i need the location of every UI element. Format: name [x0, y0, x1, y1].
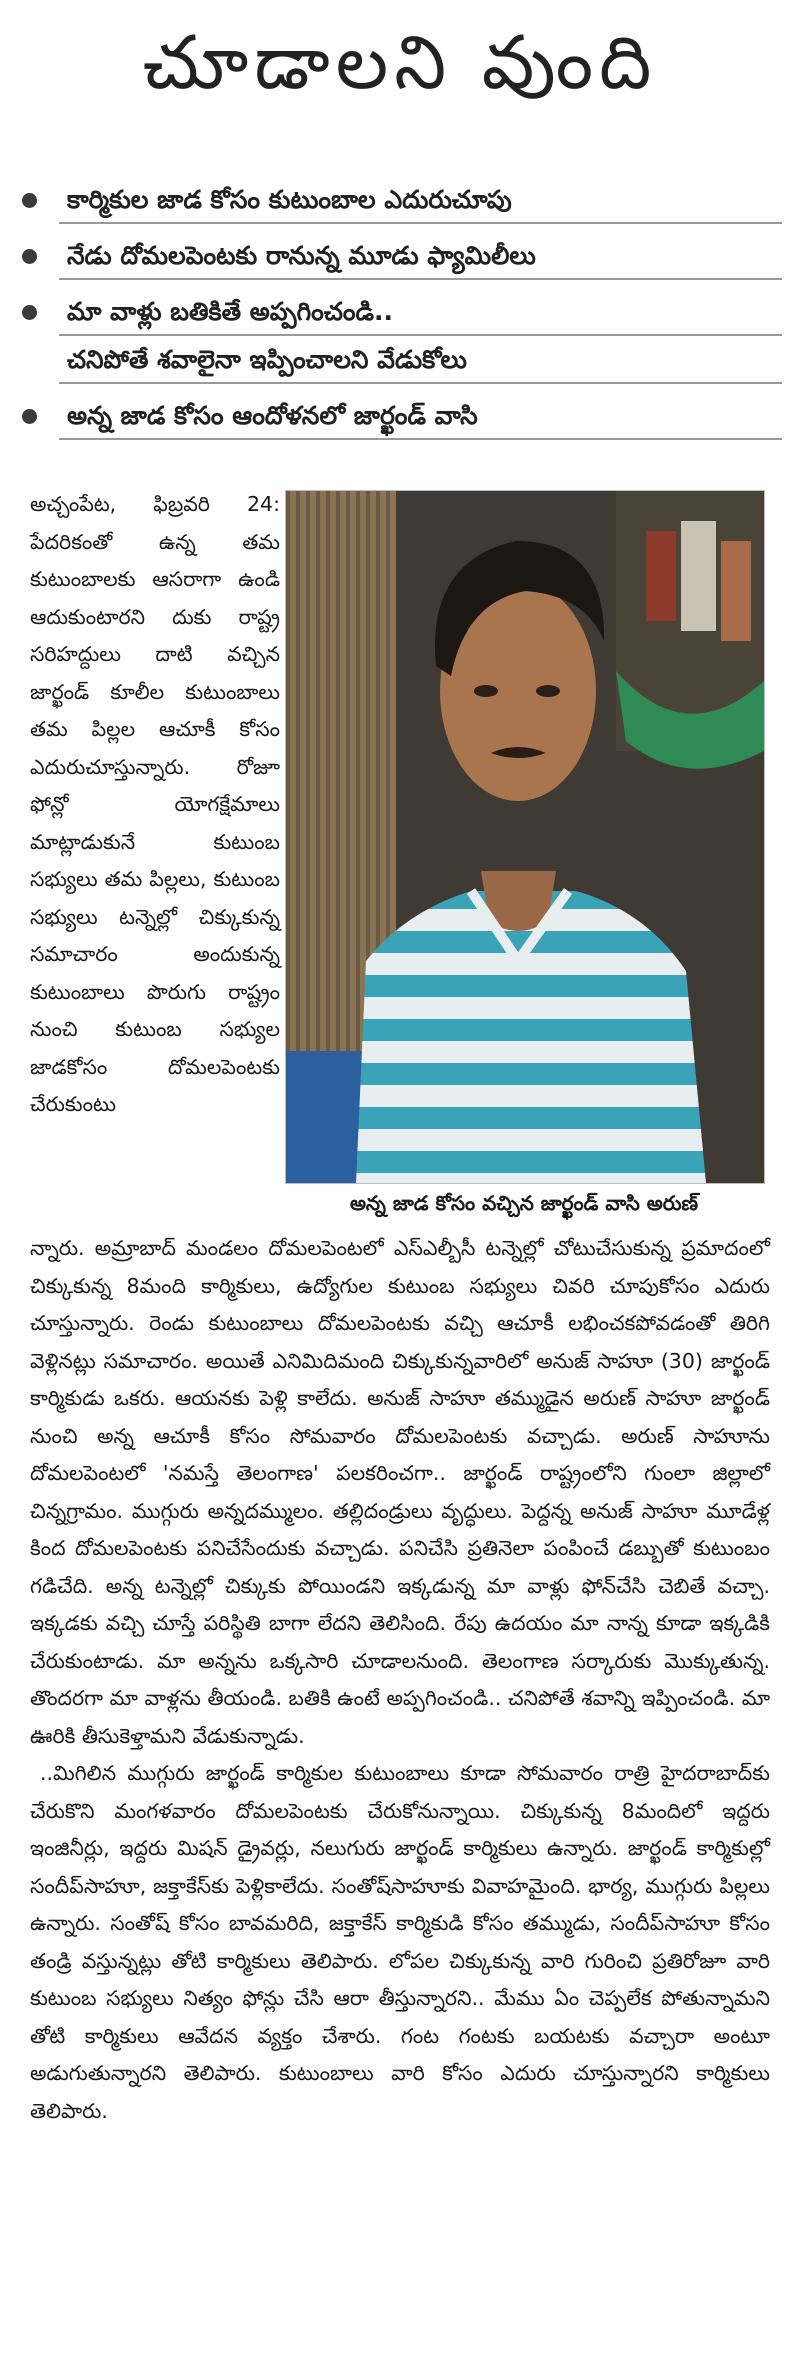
article-body — [30, 1230, 770, 2130]
body-paragraph: ..మిగిలిన ముగ్గురు జార్ఖండ్ కార్మికుల కుటుంబాలు కూడా సోమవారం రాత్రి హైదరాబాద్‌కు చేరుకొని మంగళవారం దోమలపెంటకు చేరుకోనున్నాయి. చిక్కుకున్న 8మందిలో ఇద్దరు ఇంజినీర్లు, ఇద్దరు మిషన్ డ్రైవర్లు, నలుగురు జార్ఖండ్ కార్మికులు ఉన్నారు. జార్ఖండ్ కార్మికుల్లో సందీప్‌సాహూ, జక్తాకేస్‌కు పెళ్లికాలేదు. సంతోష్‌సాహూకు వివాహమైంది. భార్య, ముగ్గురు పిల్లలు ఉన్నారు. సంతోష్ కోసం బావమరిది, జక్తాకేస్ కార్మికుడి కోసం తమ్ముడు, సందీప్‌సాహూ కోసం తండ్రి వస్తున్నట్లు తోటి కార్మికులు తెలిపారు. లోపల చిక్కుకున్న వారి గురించి ప్రతిరోజూ వారి కుటుంబ సభ్యులు నిత్యం ఫోన్లు చేసి ఆరా తీస్తున్నారని.. మేము ఏం చెప్పలేక పోతున్నామని తోటి కార్మికులు ఆవేదన వ్యక్తం చేశారు. గంట గంటకు బయటకు వచ్చారా అంటూ అడుగుతున్నారని తెలిపారు. కుటుంబాలు వారి కోసం ఎదురు చూస్తున్నారని కార్మికులు తెలిపారు. — [30, 1761, 770, 2123]
headline: చూడాలని వుంది — [142, 20, 658, 106]
bullet-dot-icon — [22, 249, 37, 264]
bullet-dot-icon — [22, 305, 37, 320]
bullet-dot-icon — [22, 409, 37, 424]
man-portrait-icon — [286, 491, 764, 1183]
bullet-text: మా వాళ్లు బతికితే అప్పగించండి.. — [59, 290, 782, 336]
news-photo — [285, 490, 765, 1184]
highlight-bullets — [22, 178, 782, 450]
bullet-text: చనిపోతే శవాలైనా ఇప్పించాలని వేడుకోలు — [59, 338, 782, 384]
bullet-text: కార్మికుల జాడ కోసం కుటుంబాల ఎదురుచూపు — [59, 178, 782, 224]
bullet-dot-icon — [22, 193, 37, 208]
bullet-text: నేడు దోమలపెంటకు రానున్న మూడు ఫ్యామిలీలు — [59, 234, 782, 280]
photo-caption: అన్న జాడ కోసం వచ్చిన జార్ఖండ్ వాసి అరుణ్ — [349, 1191, 699, 1215]
left-column-text: అచ్చంపేట, ఫిబ్రవరి 24: పేదరికంతో ఉన్న తమ కుటుంబాలకు ఆసరాగా ఉండి ఆదుకుంటారని దుకు రాష్ట్ర సరిహద్దులు దాటి వచ్చిన జార్ఖండ్ కూలీల కుటుంబాలు తమ పిల్లల ఆచూకీ కోసం ఎదురుచూస్తున్నారు. రోజూ ఫోన్లో యోగక్షేమాలు మాట్లాడుకునే కుటుంబ సభ్యులు తమ పిల్లలు, కుటుంబ సభ్యులు టన్నెల్లో చిక్కుకున్న సమాచారం అందుకున్న కుటుంబాలు పొరుగు రాష్ట్రం నుంచి కుటుంబ సభ్యుల జాడకోసం దోమలపెంటకు చేరుకుంటు — [30, 492, 280, 1116]
bullet-item — [22, 394, 782, 440]
left-column — [30, 486, 280, 1124]
body-paragraph: న్నారు. అమ్రాబాద్ మండలం దోమలపెంటలో ఎస్ఎల్బీసీ టన్నెల్లో చోటుచేసుకున్న ప్రమాదంలో చిక్కుకున్న 8మంది కార్మికులు, ఉద్యోగుల కుటుంబ సభ్యులు చివరి చూపుకోసం ఎదురు చూస్తున్నారు. రెండు కుటుంబాలు దోమలపెంటకు వచ్చి ఆచూకీ లభించకపోవడంతో తిరిగి వెళ్లినట్లు సమాచారం. అయితే ఎనిమిదిమంది చిక్కుకున్నవారిలో అనుజ్ సాహూ (30) జార్ఖండ్ కార్మికుడు ఒకరు. ఆయనకు పెళ్లి కాలేదు. అనుజ్ సాహూ తమ్ముడైన అరుణ్ సాహూ జార్ఖండ్ నుంచి అన్న ఆచూకీ కోసం సోమవారం దోమలపెంటకు వచ్చాడు. అరుణ్ సాహూను దోమలపెంటలో 'నమస్తే తెలంగాణ' పలకరించగా.. జార్ఖండ్ రాష్ట్రంలోని గుంలా జిల్లాలో చిన్నగ్రామం. ముగ్గురు అన్నదమ్ములం. తల్లిదండ్రులు వృద్ధులు. పెద్దన్న అనుజ్ సాహూ మూడేళ్ల కింద దోమలపెంటకు పనిచేసేందుకు వచ్చాడు. పనిచేసి ప్రతినెలా పంపించే డబ్బుతో కుటుంబం గడిచేది. అన్న టన్నెల్లో చిక్కుకు పోయిండని ఇక్కడున్న మా వాళ్లు ఫోన్‌చేసి చెబితే వచ్చా. ఇక్కడకు వచ్చి చూస్తే పరిస్థితి బాగా లేదని తెలిసింది. రేపు ఉదయం మా నాన్న కూడా ఇక్కడికి చేరుకుంటాడు. మా అన్నను ఒక్కసారి చూడాలనుంది. తెలంగాణ సర్కారుకు మొక్కుతున్న. తొందరగా మా వాళ్లను తీయండి. బతికి ఉంటే అప్పగించండి.. చనిపోతే శవాన్ని ఇప్పించండి. మా ఊరికి తీసుకెళ్తామని వేడుకున్నాడు. — [30, 1236, 770, 1748]
bullet-item — [22, 290, 782, 384]
bullet-item — [22, 178, 782, 224]
bullet-item — [22, 234, 782, 280]
bullet-text: అన్న జాడ కోసం ఆందోళనలో జార్ఖండ్ వాసి — [59, 394, 782, 440]
